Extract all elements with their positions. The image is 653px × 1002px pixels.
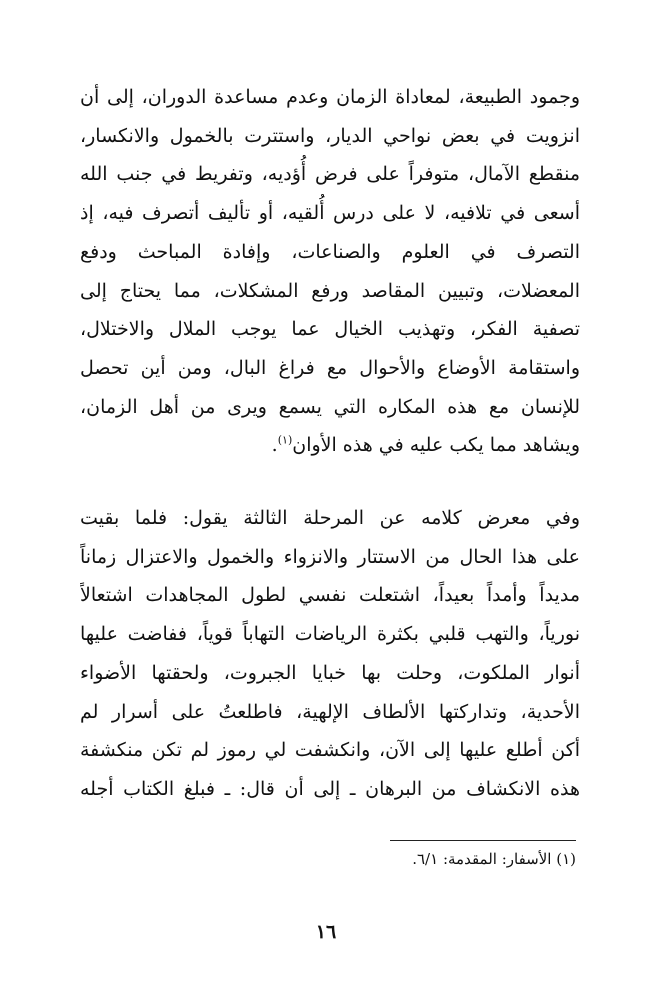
text-line: التصرف في العلوم والصناعات، وإفادة المباحث ودفع: [80, 240, 580, 263]
footnote-divider: [390, 840, 576, 841]
text-line: واستقامة الأوضاع والأحوال مع فراغ البال، ومن أين تحصل: [80, 356, 580, 379]
text-line: انزويت في بعض نواحي الديار، واستترت بالخمول والانكسار،: [80, 124, 580, 147]
footnote-reference: (١): [277, 434, 293, 447]
text-line: الأحدية، وتداركتها الألطاف الإلهية، فاطلعتُ على أسرار لم: [80, 700, 580, 723]
text-line: منقطع الآمال، متوفراً على فرض أُؤديه، وتفريط في جنب الله: [80, 163, 580, 186]
text-line: نورياً، والتهب قلبي بكثرة الرياضات التهاباً قوياً، ففاضت عليها: [80, 623, 580, 646]
text-line: أنوار الملكوت، وحلت بها خبايا الجبروت، ولحقتها الأضواء: [80, 661, 580, 684]
text-line: أكن أطلع عليها إلى الآن، وانكشفت لي رموز لم تكن منكشفة: [80, 739, 580, 762]
text-line-last: [80, 426, 580, 465]
paragraph-1: [80, 78, 580, 465]
text-line: وجمود الطبيعة، لمعاداة الزمان وعدم مساعدة الدوران، إلى أن: [80, 86, 580, 108]
last-line-text: ويشاهد مما يكب عليه في هذه الأوان: [292, 434, 580, 457]
page-number: ١٦: [315, 921, 337, 943]
paragraph-2: [80, 499, 580, 809]
text-line: هذه الانكشاف من البرهان ـ إلى أن قال: ـ فبلغ الكتاب أجله: [80, 777, 580, 800]
text-line: أسعى في تلافيه، لا على درس أُلقيه، أو تأليف أتصرف فيه، إذ: [80, 202, 580, 225]
last-line-end: .: [271, 434, 278, 457]
text-line: على هذا الحال من الاستتار والانزواء والخمول والاعتزال زماناً: [80, 545, 580, 568]
text-line: المعضلات، وتبيين المقاصد ورفع المشكلات، مما يحتاج إلى: [80, 279, 580, 302]
text-line: وفي معرض كلامه عن المرحلة الثالثة يقول: فلما بقيت: [80, 507, 580, 529]
footnote: (١) الأسفار: المقدمة: ٦/١.: [412, 850, 576, 868]
text-line: تصفية الفكر، وتهذيب الخيال عما يوجب الملال والاختلال،: [80, 318, 580, 341]
text-line: للإنسان مع هذه المكاره التي يسمع ويرى من أهل الزمان،: [80, 395, 580, 418]
text-line: مديداً وأمداً بعيداً، اشتعلت نفسي لطول المجاهدات اشتعالاً: [80, 584, 580, 607]
